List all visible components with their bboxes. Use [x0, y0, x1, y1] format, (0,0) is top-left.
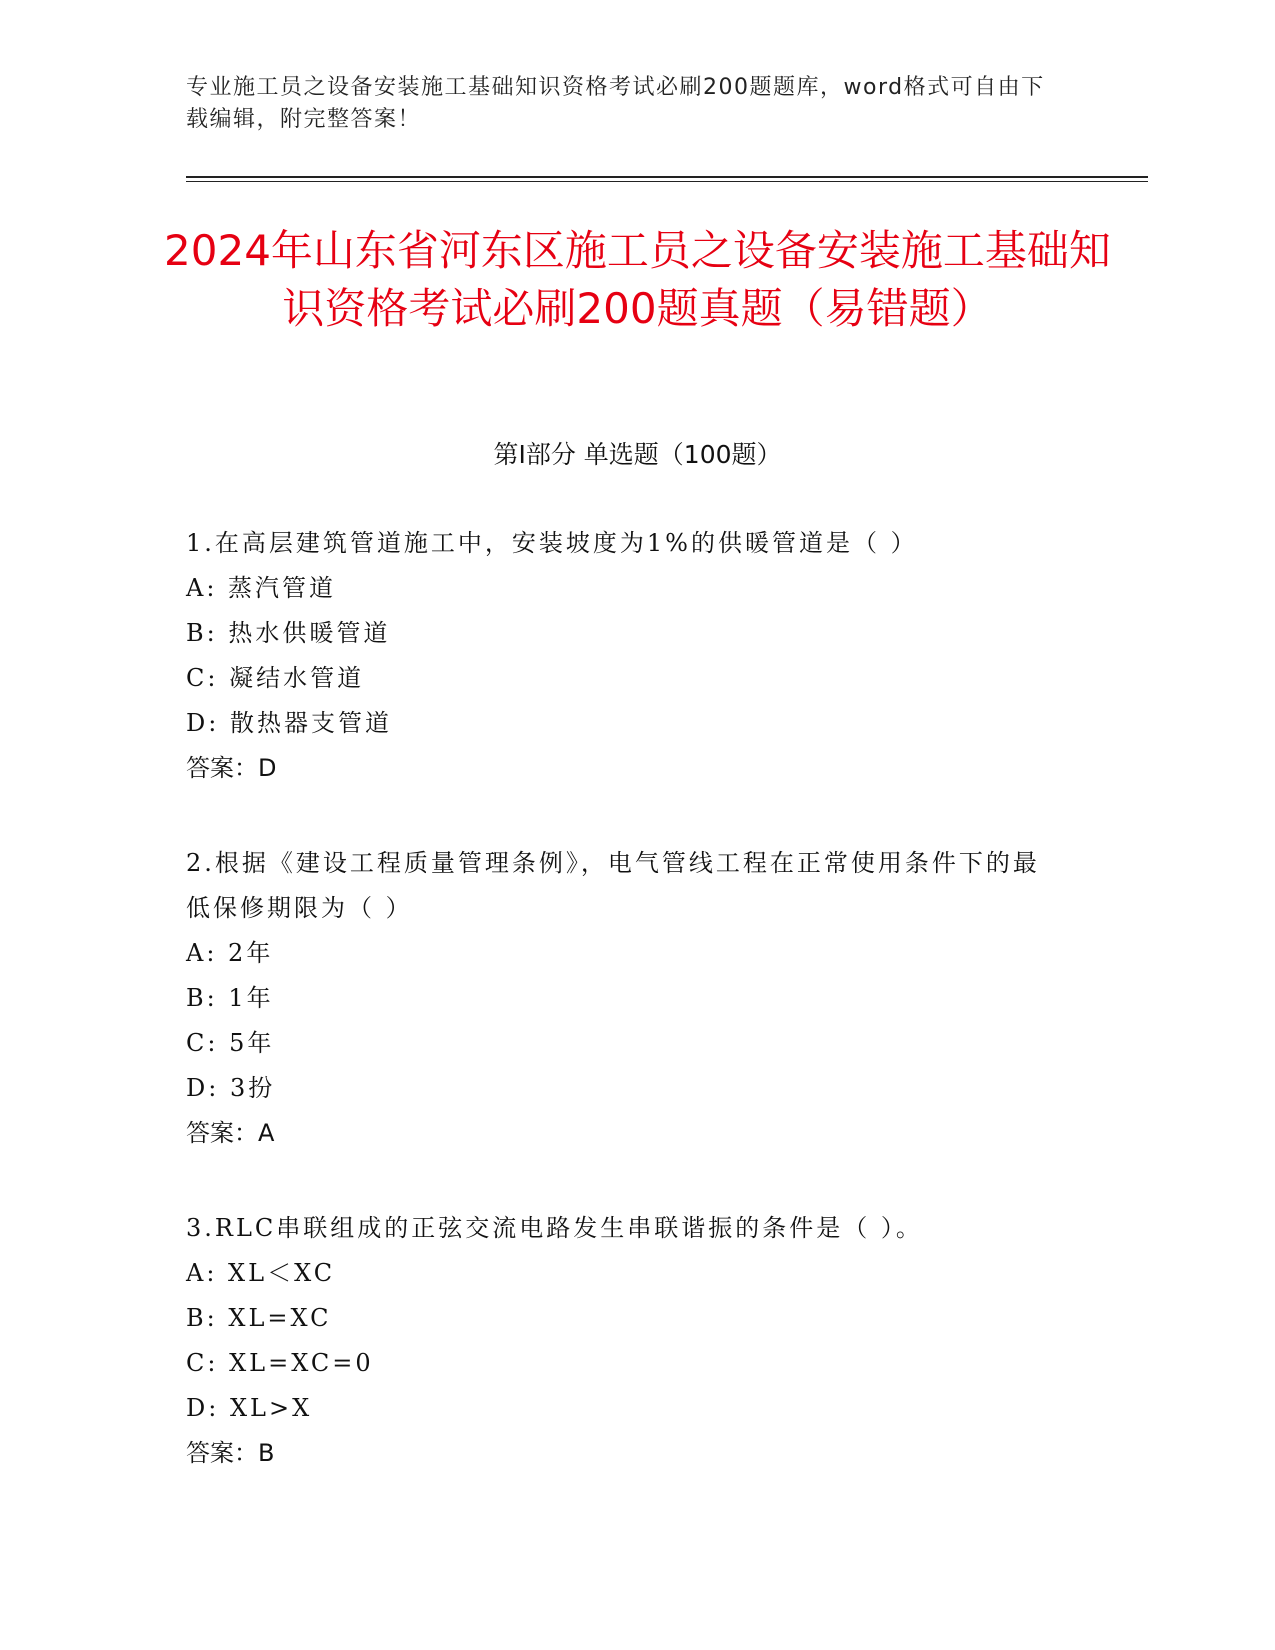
- option-d: D: 3扮: [186, 1074, 276, 1102]
- question-stem: 3.RLC串联组成的正弦交流电路发生串联谐振的条件是（ ）。: [186, 1214, 923, 1242]
- document-title: 2024年山东省河东区施工员之设备安装施工基础知识资格考试必刷200题真题（易错题）: [164, 226, 1111, 333]
- option-a: A: 2年: [186, 939, 274, 967]
- answer: 答案：A: [186, 1119, 275, 1147]
- question-3: [186, 1206, 1066, 1476]
- question-stem: 1.在高层建筑管道施工中，安装坡度为1%的供暖管道是（ ）: [186, 529, 918, 557]
- option-b: B: 1年: [186, 984, 274, 1012]
- section-heading: 第I部分 单选题（100题）: [493, 440, 782, 469]
- option-b: B: 热水供暖管道: [186, 619, 391, 647]
- header-divider: [186, 176, 1148, 178]
- question-2: [186, 841, 1066, 1156]
- option-a: A: 蒸汽管道: [186, 574, 337, 602]
- option-c: C: 5年: [186, 1029, 275, 1057]
- question-stem: 2.根据《建设工程质量管理条例》，电气管线工程在正常使用条件下的最低保修期限为（ ）: [186, 849, 1040, 922]
- option-b: B: XL=XC: [186, 1304, 332, 1332]
- answer: 答案：B: [186, 1439, 275, 1467]
- header-divider-thin: [186, 181, 1148, 182]
- question-1: [186, 521, 1066, 791]
- option-c: C: XL=XC=0: [186, 1349, 374, 1377]
- option-c: C: 凝结水管道: [186, 664, 365, 692]
- option-a: A: XL＜XC: [186, 1259, 336, 1287]
- option-d: D: 散热器支管道: [186, 709, 392, 737]
- answer: 答案：D: [186, 754, 277, 782]
- option-d: D: XL>X: [186, 1394, 313, 1422]
- header-note: 专业施工员之设备安装施工基础知识资格考试必刷200题题库，word格式可自由下载编辑，附完整答案！: [186, 75, 1045, 132]
